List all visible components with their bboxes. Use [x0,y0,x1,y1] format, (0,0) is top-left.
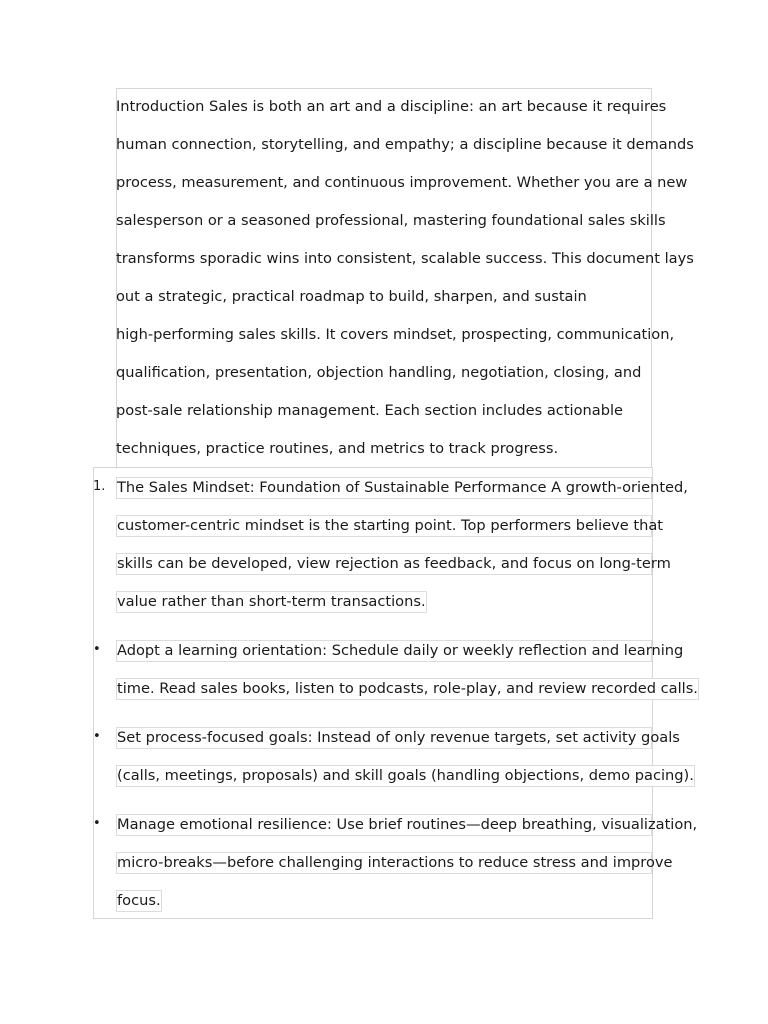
bullet3-text-1: Manage emotional resilience: Use brief routines—deep breathing, visualization, [116,814,652,836]
section1-line-4 [116,591,427,611]
section1-line-2 [116,515,664,535]
list-number-1: 1. [93,479,106,494]
section1-text-1: The Sales Mindset: Foundation of Sustainable Performance A growth-oriented, [116,477,652,499]
section1-text-4: value rather than short-term transactions. [116,591,427,613]
bullet-marker-2: • [93,729,101,744]
bullet-marker-3: • [93,816,101,831]
bullet1-text-1: Adopt a learning orientation: Schedule daily or weekly reflection and learning [116,640,652,662]
section1-line-3 [116,553,671,573]
bullet3-text-2: micro-breaks—before challenging interactions to reduce stress and improve [116,852,652,874]
bullet1-line-2 [116,678,699,698]
intro-line-7: high-performing sales skills. It covers mindset, prospecting, communication, [116,326,675,343]
bullet3-line-3 [116,890,162,910]
intro-line-9: post-sale relationship management. Each section includes actionable [116,402,624,419]
intro-line-4: salesperson or a seasoned professional, mastering foundational sales skills [116,212,666,229]
intro-line-2: human connection, storytelling, and empathy; a discipline because it demands [116,136,694,153]
bullet3-line-1 [116,814,698,834]
bullet1-line-1 [116,640,684,660]
bullet1-text-2: time. Read sales books, listen to podcasts, role-play, and review recorded calls. [116,678,699,700]
section1-text-2: customer-centric mindset is the starting point. Top performers believe that [116,515,652,537]
intro-line-3: process, measurement, and continuous improvement. Whether you are a new [116,174,688,191]
bullet2-text-2: (calls, meetings, proposals) and skill goals (handling objections, demo pacing). [116,765,695,787]
section1-line-1 [116,477,688,497]
intro-line-8: qualification, presentation, objection handling, negotiation, closing, and [116,364,642,381]
bullet3-text-3: focus. [116,890,162,912]
section1-text-3: skills can be developed, view rejection as feedback, and focus on long-term [116,553,652,575]
bullet2-line-2 [116,765,695,785]
bullet2-text-1: Set process-focused goals: Instead of only revenue targets, set activity goals [116,727,652,749]
intro-line-5: transforms sporadic wins into consistent, scalable success. This document lays [116,250,694,267]
bullet3-line-2 [116,852,673,872]
intro-line-6: out a strategic, practical roadmap to build, sharpen, and sustain [116,288,587,305]
intro-line-10: techniques, practice routines, and metrics to track progress. [116,440,559,457]
intro-line-1: Introduction Sales is both an art and a discipline: an art because it requires [116,98,667,115]
bullet2-line-1 [116,727,680,747]
bullet-marker-1: • [93,642,101,657]
